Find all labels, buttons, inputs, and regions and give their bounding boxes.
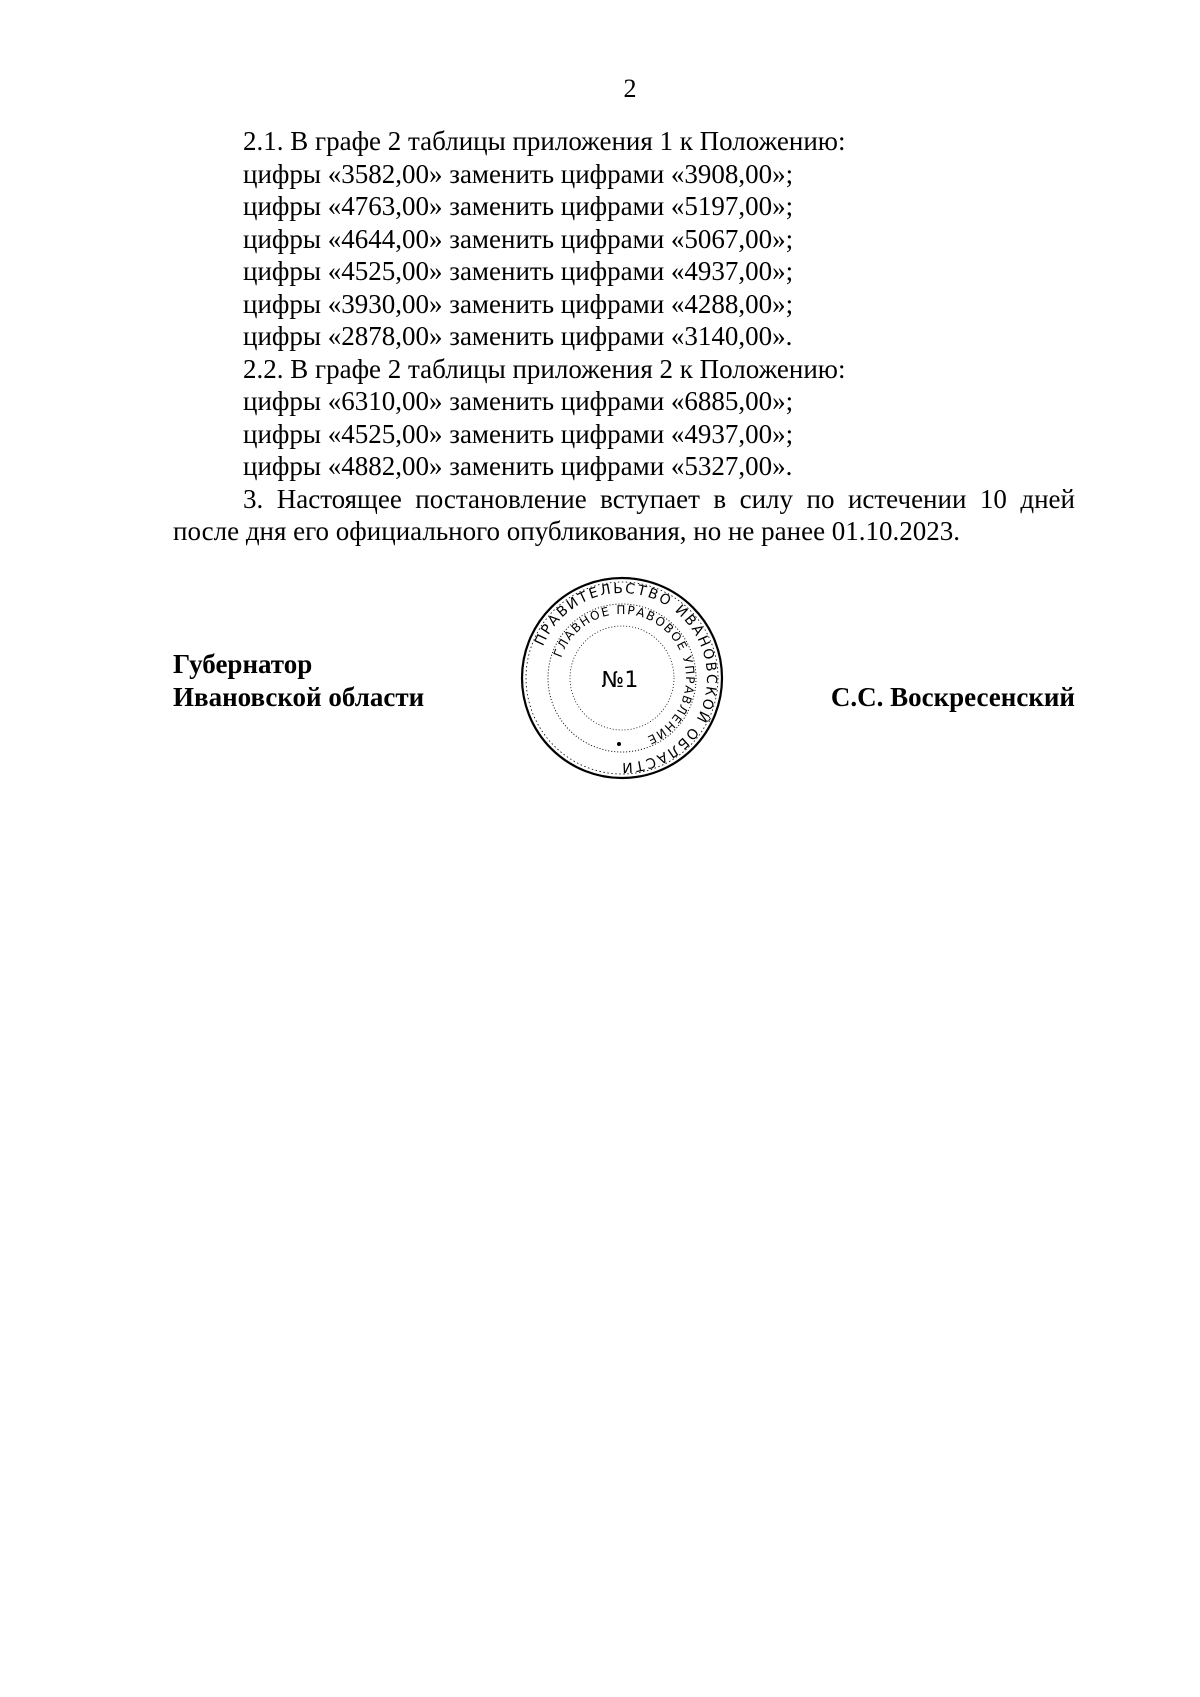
seal-dot: [617, 742, 621, 746]
clause-2-1-line: цифры «2878,00» заменить цифрами «3140,00».: [243, 321, 793, 351]
clause-2-2-line: цифры «4525,00» заменить цифрами «4937,00»;: [243, 418, 794, 449]
position-line-1: Губернатор: [173, 649, 313, 679]
clause-2-2-heading: 2.2. В графе 2 таблицы приложения 2 к Положению:: [243, 353, 846, 384]
clause-2-2-line: цифры «6310,00» заменить цифрами «6885,00»;: [243, 386, 794, 416]
clause-2-1-line: цифры «4763,00» заменить цифрами «5197,00»;: [243, 191, 794, 221]
clause-3-line-2: после дня его официального опубликования, но не ранее 01.10.2023.: [173, 516, 961, 546]
seal-inner-text: ГЛАВНОЕ ПРАВОВОЕ УПРАВЛЕНИЕ: [550, 602, 698, 748]
clause-2-1-line: цифры «3930,00» заменить цифрами «4288,00»;: [243, 288, 794, 319]
document-body: [173, 125, 1075, 548]
official-seal: [517, 573, 727, 783]
clause-2-1-line: цифры «4644,00» заменить цифрами «5067,00»;: [243, 223, 794, 254]
clause-3-line-1: 3. Настоящее постановление вступает в силу по истечении 10 дней: [243, 483, 1075, 514]
page-number: 2: [623, 74, 637, 103]
position-line-2: Ивановской области: [173, 682, 425, 712]
clause-3: [173, 483, 1075, 548]
seal-outer-text: ПРАВИТЕЛЬСТВО ИВАНОВСКОЙ ОБЛАСТИ: [531, 580, 720, 776]
signatory-name: С.С. Воскресенский: [830, 682, 1075, 712]
signatory-position: [173, 648, 424, 714]
clause-2-1-line: цифры «4525,00» заменить цифрами «4937,00»;: [243, 256, 794, 286]
seal-center-number: №1: [601, 668, 639, 693]
clause-2-2-line: цифры «4882,00» заменить цифрами «5327,00».: [243, 451, 793, 481]
clause-2-1-line: цифры «3582,00» заменить цифрами «3908,00»;: [243, 158, 794, 189]
clause-2-1-heading: 2.1. В графе 2 таблицы приложения 1 к Положению:: [243, 126, 846, 156]
